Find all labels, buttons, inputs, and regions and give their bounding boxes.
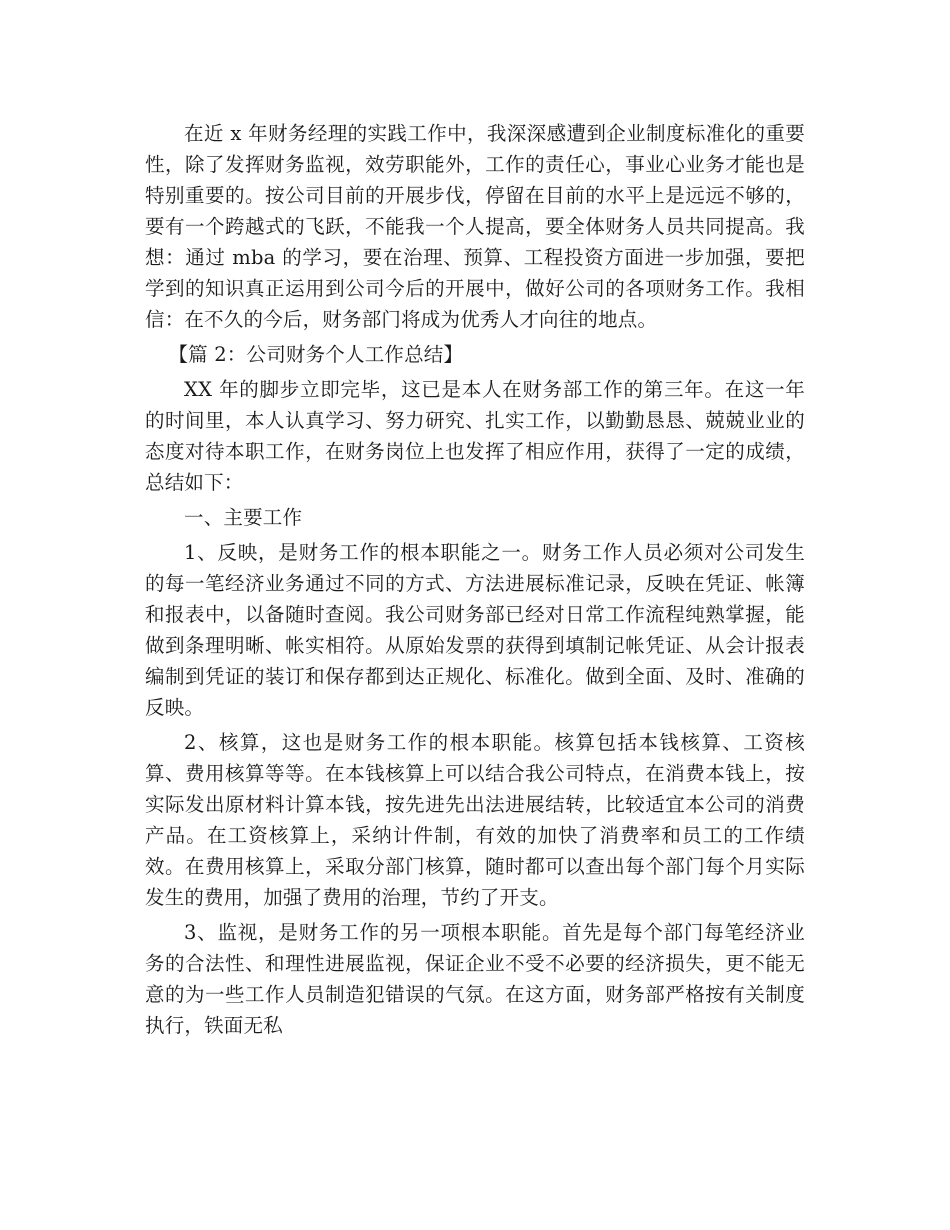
- document-page: [145, 118, 805, 1045]
- paragraph-item-1: 1、反映，是财务工作的根本职能之一。财务工作人员必须对公司发生的每一笔经济业务通过不同的方式、方法进展标准记录，反映在凭证、帐簿和报表中，以备随时查阅。我公司财务部已经对日常工作流程纯熟掌握，能做到条理明晰、帐实相符。从原始发票的获得到填制记帐凭证、从会计报表编制到凭证的装订和保存都到达正规化、标准化。做到全面、及时、准确的反映。: [145, 541, 805, 719]
- paragraph-intro: 在近 x 年财务经理的实践工作中，我深深感遭到企业制度标准化的重要性，除了发挥财务监视，效劳职能外，工作的责任心，事业心业务才能也是特别重要的。按公司目前的开展步伐，停留在目前的水平上是远远不够的，要有一个跨越式的飞跃，不能我一个人提高，要全体财务人员共同提高。我想：通过 mba 的学习，要在治理、预算、工程投资方面进一步加强，要把学到的知识真正运用到公司今后的开展中，做好公司的各项财务工作。我相信：在不久的今后，财务部门将成为优秀人才向往的地点。: [145, 122, 805, 331]
- paragraph-summary-intro: XX 年的脚步立即完毕，这已是本人在财务部工作的第三年。在这一年的时间里，本人认真学习、努力研究、扎实工作，以勤勤恳恳、兢兢业业的态度对待本职工作，在财务岗位上也发挥了相应作用，获得了一定的成绩，总结如下：: [145, 378, 805, 494]
- paragraph-item-2: 2、核算，这也是财务工作的根本职能。核算包括本钱核算、工资核算、费用核算等等。在本钱核算上可以结合我公司特点，在消费本钱上，按实际发出原材料计算本钱，按先进先出法进展结转，比较适宜本公司的消费产品。在工资核算上，采纳计件制，有效的加快了消费率和员工的工作绩效。在费用核算上，采取分部门核算，随时都可以查出每个部门每个月实际发生的费用，加强了费用的治理，节约了开支。: [145, 731, 805, 909]
- section-heading-part2: 【篇 2：公司财务个人工作总结】: [168, 343, 464, 366]
- paragraph-item-3: 3、监视，是财务工作的另一项根本职能。首先是每个部门每笔经济业务的合法性、和理性进展监视，保证企业不受不必要的经济损失，更不能无意的为一些工作人员制造犯错误的气氛。在这方面，财务部严格按有关制度执行，铁面无私: [145, 921, 805, 1037]
- subheading-main-work: 一、主要工作: [184, 506, 303, 529]
